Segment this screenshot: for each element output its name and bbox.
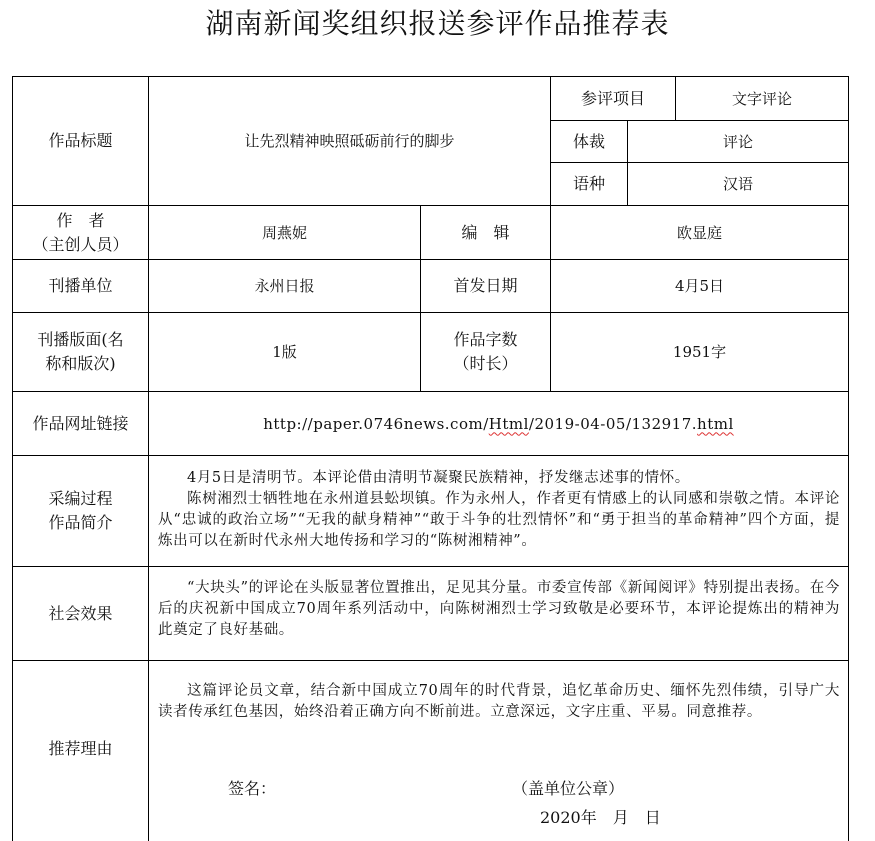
signature-label: 签名： bbox=[228, 779, 277, 798]
language-value: 汉语 bbox=[722, 175, 753, 193]
genre-label: 体裁 bbox=[572, 131, 605, 151]
author-label bbox=[13, 206, 148, 259]
form-title: 湖南新闻奖组织报送参评作品推荐表 bbox=[205, 7, 670, 40]
process-label-line2: 作品简介 bbox=[48, 513, 113, 532]
publisher-value: 永州日报 bbox=[254, 277, 315, 295]
seal-label: （盖单位公章） bbox=[512, 779, 625, 798]
process-label bbox=[13, 456, 148, 566]
url-ext: html bbox=[697, 414, 734, 433]
url-mid: /2019-04-05/132917. bbox=[528, 414, 698, 433]
process-paragraph: 4月5日是清明节。本评论借由清明节凝聚民族精神，抒发继志述事的情怀。 bbox=[187, 470, 690, 486]
process-label-line1: 采编过程 bbox=[48, 489, 113, 508]
author-label-line2: （主创人员） bbox=[32, 234, 129, 254]
author-value: 周燕妮 bbox=[261, 223, 307, 242]
process-text bbox=[158, 468, 840, 552]
page-label-line2: 称和版次) bbox=[45, 354, 116, 373]
reason-text bbox=[158, 681, 840, 723]
reason-paragraph: 这篇评论员文章，结合新中国成立70周年的时代背景，追忆革命历史、缅怀先烈伟绩，引导广大读者传承红色基因，始终沿着正确方向不断前进。立意深远，文字庄重、平易。同意推荐。 bbox=[158, 683, 840, 720]
page-label-line1: 刊播版面(名 bbox=[37, 330, 124, 349]
effect-text bbox=[158, 578, 840, 641]
first-date-value: 4月5日 bbox=[674, 277, 725, 295]
effect-label: 社会效果 bbox=[48, 603, 113, 623]
language-label: 语种 bbox=[572, 174, 605, 193]
first-date-label: 首发日期 bbox=[453, 276, 518, 295]
page-label bbox=[13, 313, 148, 391]
url-value[interactable] bbox=[149, 392, 848, 455]
genre-value: 评论 bbox=[722, 132, 753, 151]
category-value: 文字评论 bbox=[731, 89, 792, 108]
editor-value: 欧显庭 bbox=[676, 223, 722, 242]
publisher-label: 刊播单位 bbox=[48, 276, 113, 295]
effect-paragraph: “大块头”的评论在头版显著位置推出，足见其分量。市委宣传部《新闻阅评》特别提出表扬。在今后的庆祝新中国成立70周年系列活动中，向陈树湘烈士学习致敬是必要环节，本评论提炼出的精神为此奠定了良好基础。 bbox=[158, 580, 840, 638]
process-paragraph: 陈树湘烈士牺牲地在永州道县蚣坝镇。作为永州人，作者更有情感上的认同感和崇敬之情。本评论从“忠诚的政治立场”“无我的献身精神”“敢于斗争的壮烈情怀”和“勇于担当的革命精神”四个方面，提炼出可以在新时代永州大地传扬和学习的“陈树湘精神”。 bbox=[158, 491, 840, 549]
work-title-label: 作品标题 bbox=[48, 131, 113, 150]
reason-label: 推荐理由 bbox=[48, 738, 113, 758]
editor-label: 编 辑 bbox=[461, 222, 510, 242]
url-html-segment: Html bbox=[488, 414, 529, 433]
author-label-line1: 作 者 bbox=[56, 210, 105, 230]
sign-date: 2020年 月 日 bbox=[540, 808, 661, 827]
word-count-label bbox=[421, 313, 550, 391]
category-label: 参评项目 bbox=[580, 88, 645, 108]
word-count-label-line2: （时长） bbox=[453, 354, 518, 373]
url-label: 作品网址链接 bbox=[32, 413, 129, 433]
url-prefix: http://paper.0746news.com/ bbox=[263, 414, 489, 433]
work-title-value: 让先烈精神映照砥砺前行的脚步 bbox=[244, 132, 455, 150]
page-value: 1版 bbox=[272, 343, 297, 361]
word-count-label-line1: 作品字数 bbox=[453, 330, 518, 349]
word-count-value: 1951字 bbox=[672, 343, 727, 361]
